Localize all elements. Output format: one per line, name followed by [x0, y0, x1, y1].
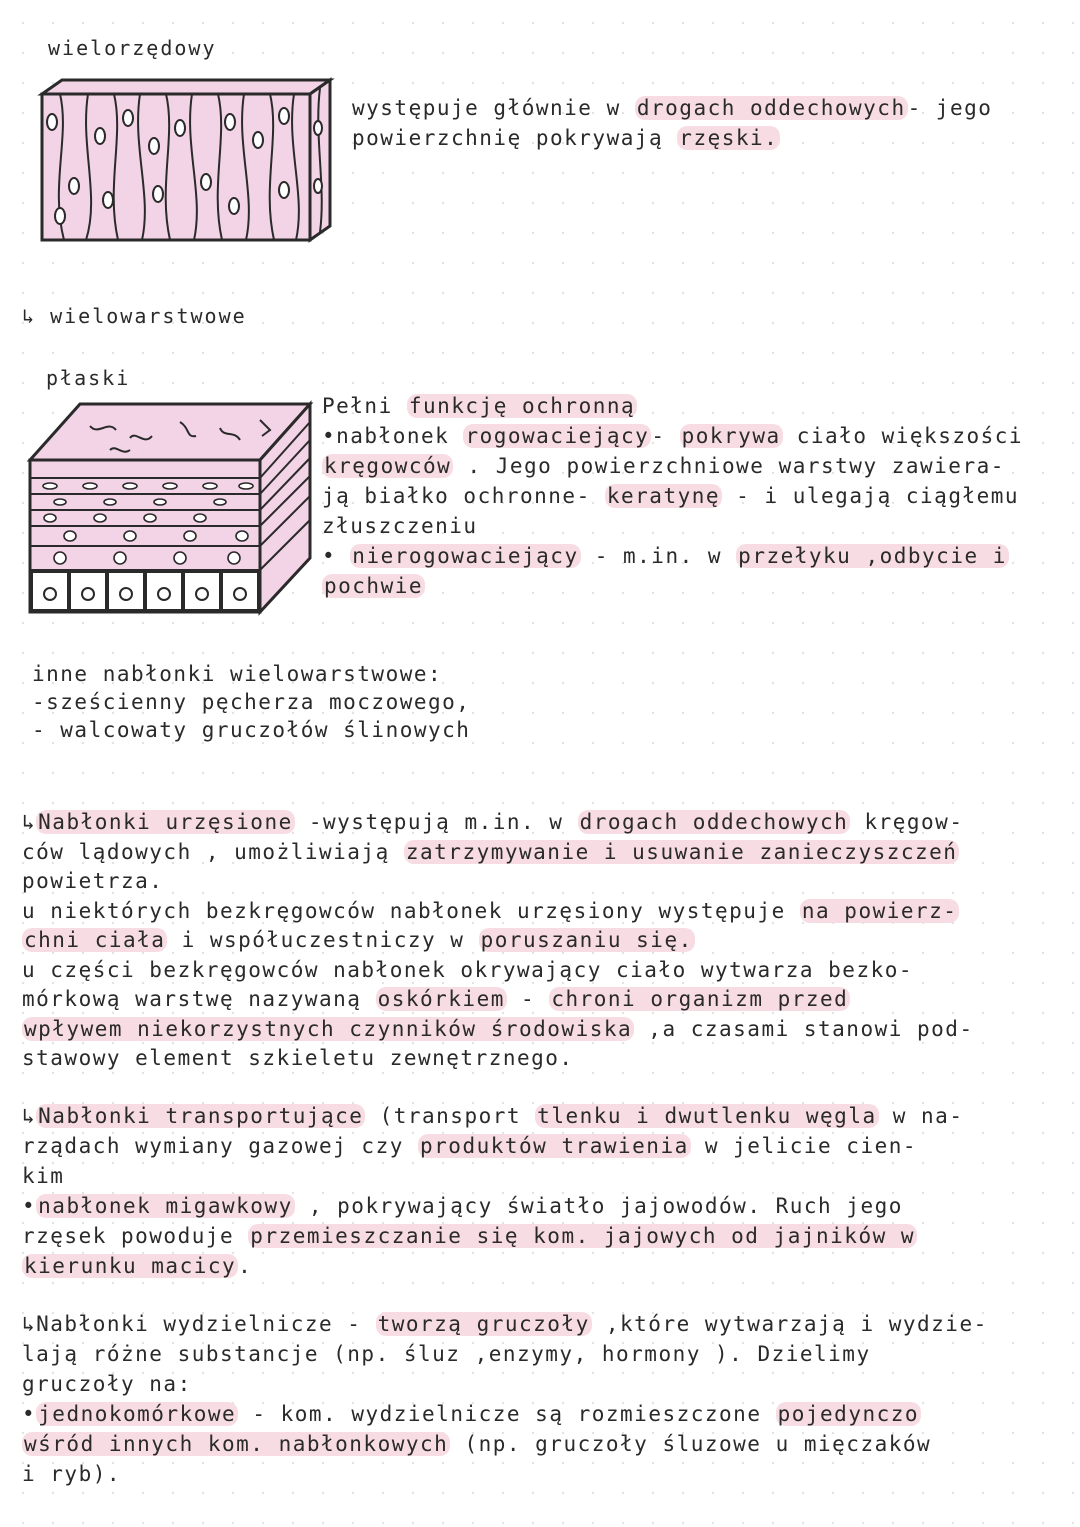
text-segment: -	[506, 987, 550, 1011]
highlighted-text: pochwie	[324, 574, 424, 598]
text-line	[22, 1430, 931, 1458]
text-segment: w jelicie cien-	[690, 1134, 918, 1158]
text-segment: gruczoły na:	[22, 1372, 192, 1396]
stratified-squamous-epithelium-diagram	[20, 398, 320, 618]
highlighted-text: kręgowców	[324, 454, 452, 478]
text-segment: w na-	[878, 1104, 964, 1128]
text-segment: u części bezkręgowców nabłonek okrywający ciało wytwarza bezko-	[22, 957, 914, 982]
text-line	[22, 1132, 917, 1160]
text-segment: inne nabłonki wielowarstwowe:	[32, 662, 443, 686]
text-line	[22, 956, 913, 984]
highlighted-text: produktów trawienia	[420, 1134, 689, 1158]
text-segment: . Jego powierzchniowe warstwy zawiera-	[453, 454, 1005, 478]
highlighted-text: jednokomórkowe	[38, 1402, 237, 1426]
text-line	[22, 1400, 921, 1428]
text-segment: ↳Nabłonki wydzielnicze -	[22, 1312, 376, 1336]
text-segment: ↳	[22, 1104, 37, 1128]
text-line	[22, 897, 959, 925]
text-segment: -występują m.in. w	[294, 810, 578, 834]
text-line	[22, 1192, 903, 1220]
text-line	[22, 1015, 974, 1043]
highlighted-text: przełyku ,odbycie i	[738, 544, 1007, 568]
text-segment: ją białko ochronne-	[322, 484, 605, 508]
text-segment: - m.in. w	[580, 544, 737, 568]
text-line	[22, 926, 695, 954]
text-segment: mórkową warstwę nazywaną	[22, 987, 376, 1011]
highlighted-text: nierogowaciejący	[352, 544, 579, 568]
text-segment: ,które wytwarzają i wydzie-	[591, 1312, 988, 1336]
text-line	[352, 124, 780, 152]
text-line	[22, 1340, 871, 1368]
highlighted-text: chroni organizm przed	[551, 987, 849, 1011]
text-segment: - kom. wydzielnicze są rozmieszczone	[238, 1402, 776, 1426]
highlighted-text: funkcję ochronną	[408, 394, 636, 418]
highlighted-text: zatrzymywanie i usuwanie zanieczyszczeń	[405, 839, 958, 864]
text-line	[22, 985, 850, 1013]
text-segment: •	[22, 1402, 37, 1426]
text-segment: u niektórych bezkręgowców nabłonek urzęsiony występuje	[22, 898, 800, 923]
text-line	[22, 1222, 917, 1250]
text-line	[32, 716, 470, 744]
text-segment: ców lądowych , umożliwiają	[22, 839, 404, 864]
text-segment: ciało większości	[782, 424, 1024, 448]
text-segment: - jego	[907, 96, 993, 120]
highlighted-text: przemieszczanie się kom. jajowych od jajników w	[250, 1224, 916, 1248]
text-line	[322, 452, 1005, 480]
text-segment: i współuczestniczy w	[167, 928, 479, 952]
text-segment: (transport	[365, 1104, 536, 1128]
highlighted-text: pokrywa	[681, 424, 781, 448]
highlighted-text: Nabłonki urzęsione	[38, 810, 293, 834]
text-segment: kim	[22, 1164, 65, 1188]
text-segment: kręgow-	[850, 810, 964, 834]
text-segment: , pokrywający światło jajowodów. Ruch jego	[294, 1194, 903, 1218]
text-line	[22, 1102, 963, 1130]
text-line	[352, 94, 992, 122]
text-segment: i ryb).	[22, 1462, 122, 1486]
text-segment: stawowy element szkieletu zewnętrznego.	[22, 1046, 574, 1070]
text-line	[22, 867, 163, 895]
text-line	[32, 688, 470, 716]
text-segment: rządach wymiany gazowej czy	[22, 1134, 419, 1158]
text-segment: złuszczeniu	[322, 514, 478, 538]
text-segment: powietrza.	[22, 869, 164, 893]
highlighted-text: pojedynczo	[777, 1402, 920, 1426]
highlighted-text: drogach oddechowych	[636, 96, 906, 120]
text-segment: powierzchnię pokrywają	[352, 126, 678, 150]
highlighted-text: wśród innych kom. nabłonkowych	[24, 1432, 449, 1456]
text-segment: •	[322, 544, 351, 568]
text-line	[22, 838, 959, 866]
text-line	[22, 1310, 988, 1338]
text-line	[22, 1162, 64, 1190]
highlighted-text: rzęski.	[679, 126, 779, 150]
subsection-heading: płaski	[46, 366, 131, 390]
highlighted-text: keratynę	[606, 484, 721, 508]
text-segment: występuje głównie w	[352, 96, 635, 120]
highlighted-text: na powierz-	[801, 898, 958, 923]
section-heading: wielorzędowy	[48, 36, 217, 60]
text-segment: - walcowaty gruczołów ślinowych	[32, 718, 471, 742]
text-line	[322, 482, 1019, 510]
text-line	[22, 1460, 121, 1488]
text-line	[22, 1370, 192, 1398]
highlighted-text: tworzą gruczoły	[377, 1312, 590, 1336]
text-segment: ,a czasami stanowi pod-	[634, 1016, 974, 1041]
text-line	[22, 1252, 252, 1280]
text-segment: rzęsek powoduje	[22, 1224, 249, 1248]
highlighted-text: drogach oddechowych	[579, 810, 849, 834]
text-segment: •nabłonek	[322, 424, 464, 448]
highlighted-text: nabłonek migawkowy	[38, 1194, 293, 1218]
text-segment: - i ulegają ciągłemu	[722, 484, 1020, 508]
text-line	[22, 1044, 574, 1072]
text-segment: •	[22, 1194, 37, 1218]
text-segment: lają różne substancje (np. śluz ,enzymy, hormony ). Dzielimy	[22, 1342, 871, 1366]
text-segment: Pełni	[322, 394, 407, 418]
highlighted-text: chni ciała	[24, 928, 166, 952]
text-segment: .	[238, 1254, 253, 1278]
highlighted-text: tlenku i dwutlenku węgla	[537, 1104, 877, 1128]
text-segment: -sześcienny pęcherza moczowego,	[32, 690, 471, 714]
text-line	[32, 660, 442, 688]
text-line	[322, 392, 637, 420]
highlighted-text: wpływem niekorzystnych czynników środowiska	[24, 1016, 633, 1041]
text-segment: -	[651, 424, 680, 448]
text-line	[322, 512, 478, 540]
pseudostratified-epithelium-diagram	[30, 76, 340, 246]
highlighted-text: poruszaniu się.	[480, 928, 693, 952]
highlighted-text: rogowaciejący	[465, 424, 650, 448]
highlighted-text: oskórkiem	[377, 987, 505, 1011]
text-segment: ↳	[22, 810, 37, 834]
section-heading: ↳ wielowarstwowe	[22, 304, 247, 328]
text-segment: (np. gruczoły śluzowe u mięczaków	[450, 1432, 932, 1456]
highlighted-text: kierunku macicy	[24, 1254, 237, 1278]
text-line	[322, 542, 1009, 570]
text-line	[22, 808, 963, 836]
text-line	[322, 422, 1023, 450]
highlighted-text: Nabłonki transportujące	[38, 1104, 364, 1128]
text-line	[322, 572, 425, 600]
